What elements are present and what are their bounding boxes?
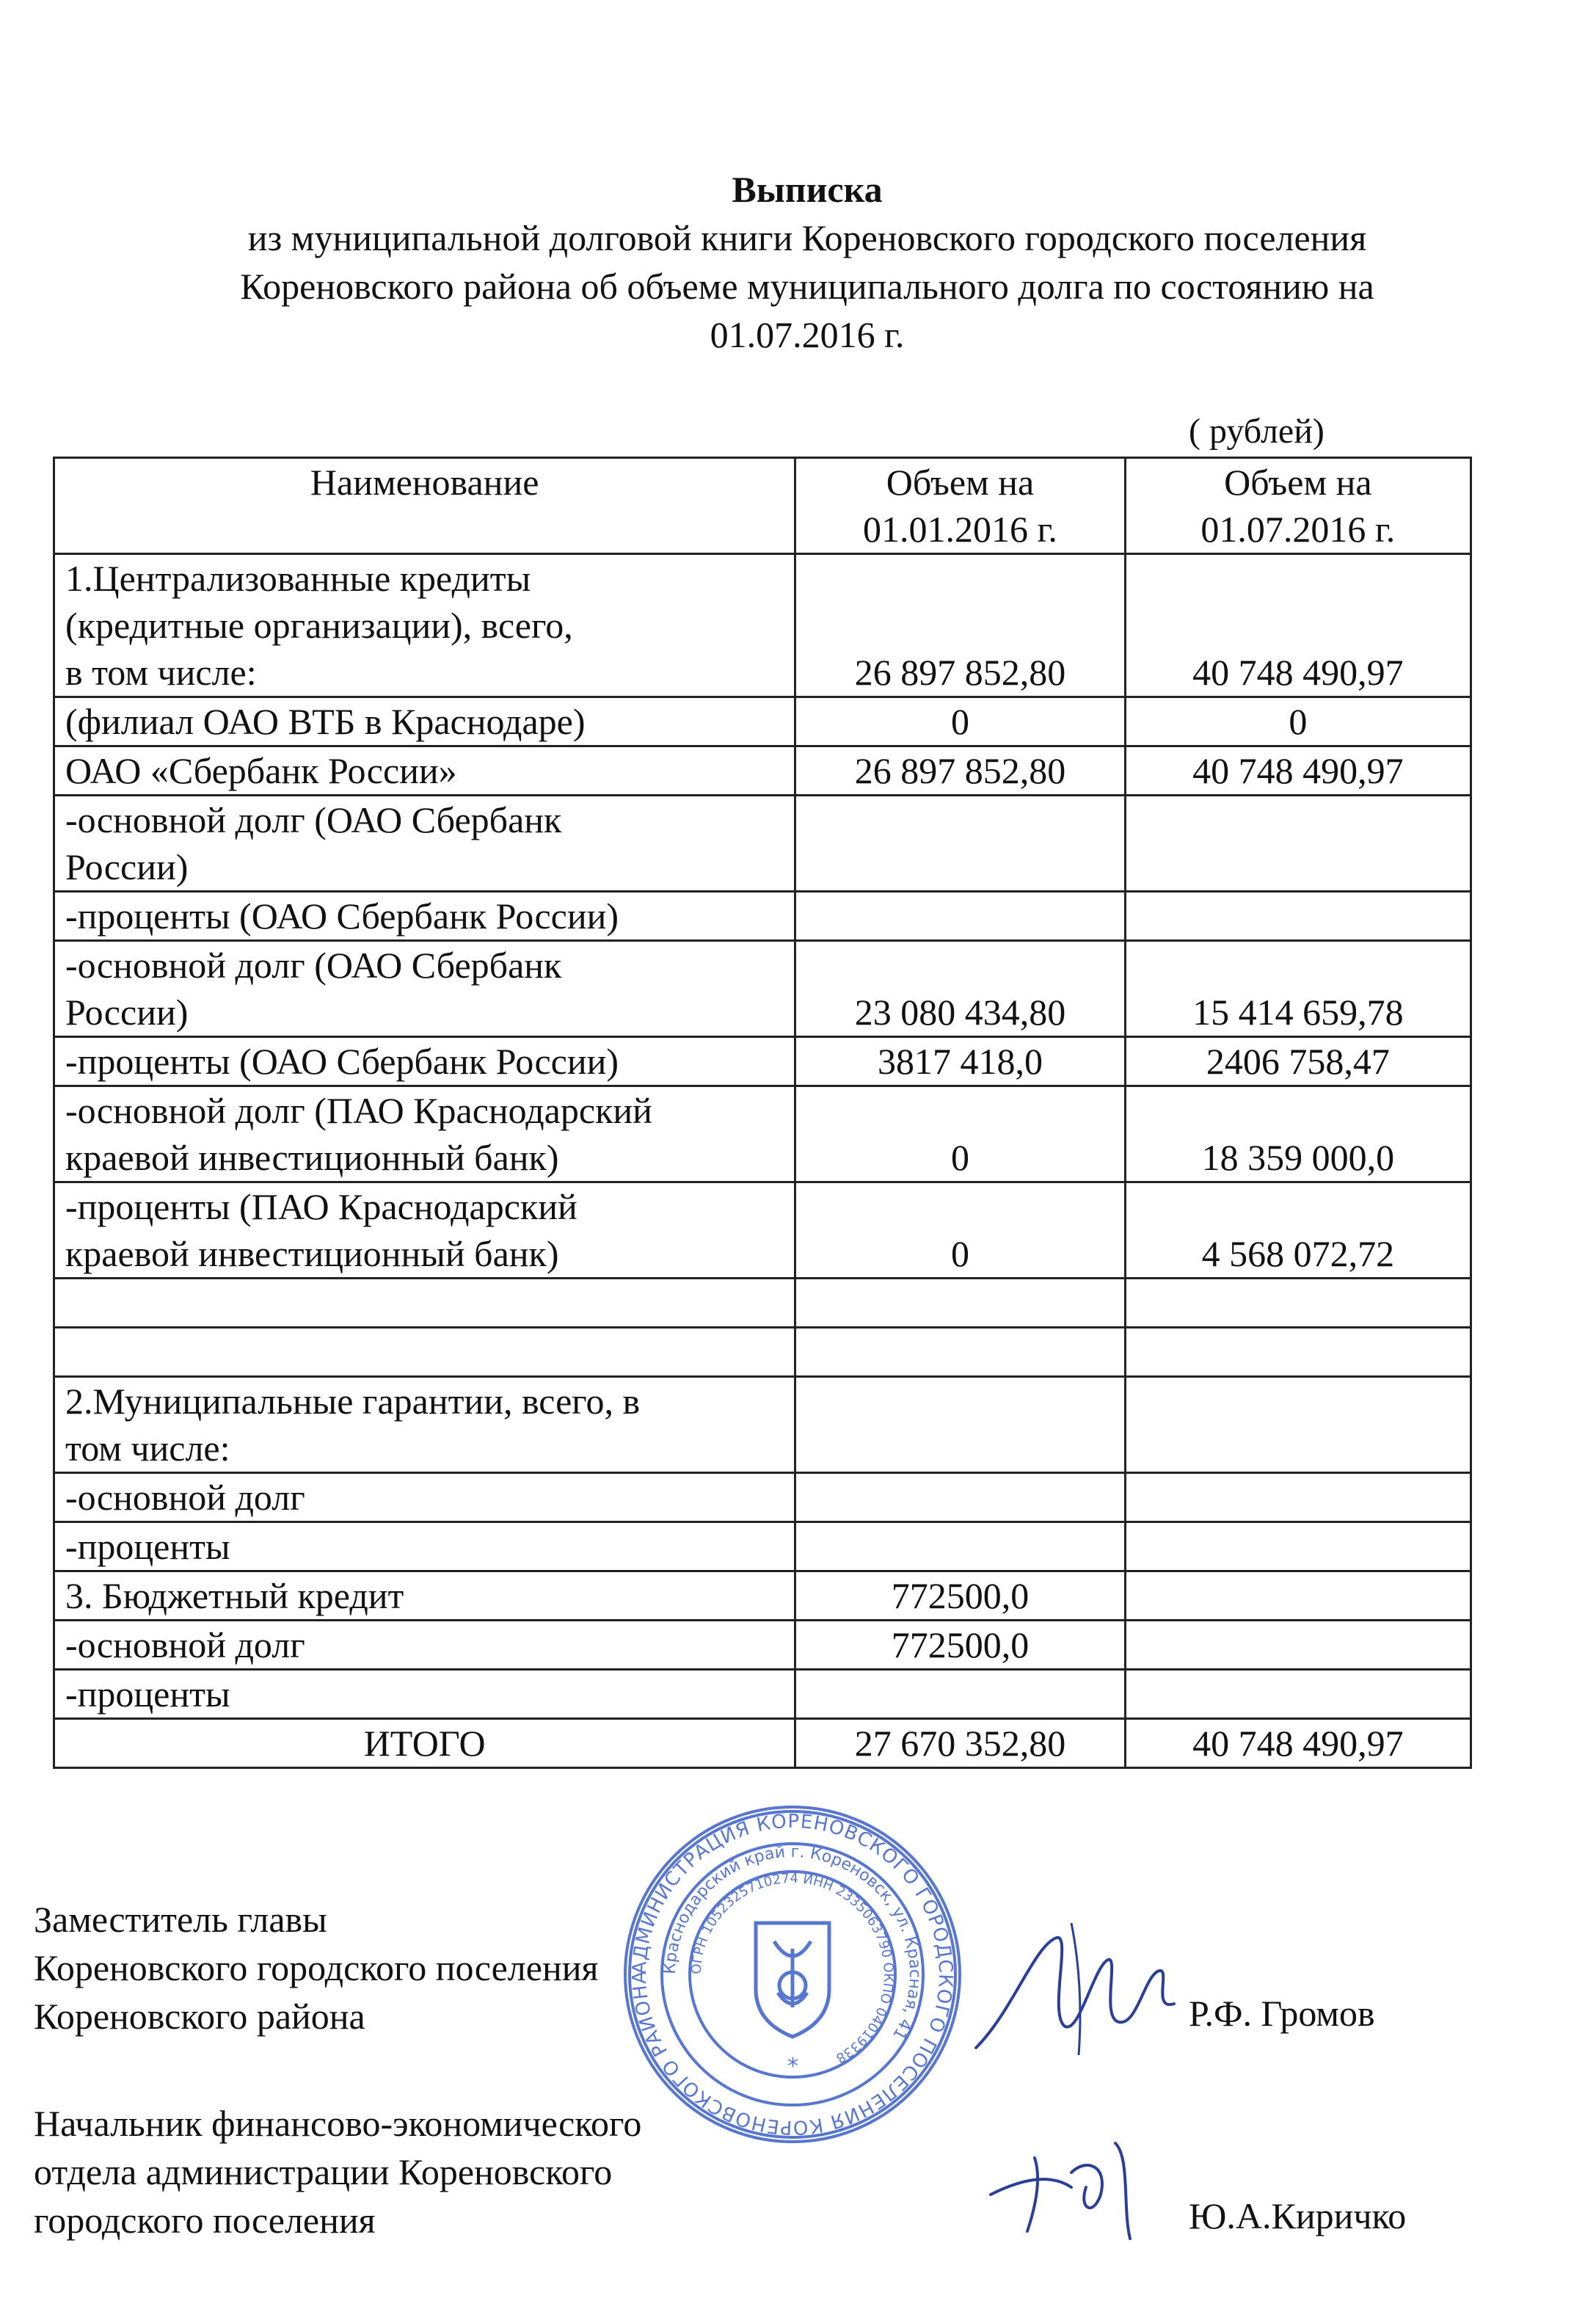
value-cell: 23 080 434,80 — [795, 941, 1125, 1037]
row-label — [54, 796, 795, 892]
title-line-3: Кореновского района об объеме муниципального долга по состоянию на — [240, 266, 1374, 307]
table-header-row — [54, 458, 1471, 554]
empty-cell — [54, 1328, 795, 1377]
debt-table — [53, 457, 1472, 1769]
label-line: (кредитные организации), всего, — [65, 605, 573, 646]
signatory-1-name: Р.Ф. Громов — [1189, 1993, 1375, 2034]
value-cell: 26 897 852,80 — [795, 746, 1125, 796]
table-row — [54, 1377, 1471, 1473]
empty-cell — [795, 1279, 1125, 1328]
signature-2-icon — [983, 2129, 1203, 2246]
signatory-1-line: Заместитель главы — [34, 1899, 327, 1940]
row-label: -проценты (ОАО Сбербанк России) — [54, 1037, 795, 1086]
signatory-1-title — [34, 1895, 598, 2040]
empty-cell — [795, 1328, 1125, 1377]
total-value-2: 40 748 490,97 — [1125, 1719, 1471, 1768]
signatory-2-line: городского поселения — [34, 2200, 376, 2241]
table-row — [54, 1522, 1471, 1571]
value-cell — [1125, 796, 1471, 892]
stamp-outer-text: АДМИНИСТРАЦИЯ КОРЕНОВСКОГО ГОРОДСКОГО ПОСЕЛЕНИЯ КОРЕНОВСКОГО РАЙОНА — [628, 1810, 957, 2139]
title-line-2: из муниципальной долговой книги Кореновского городского поселения — [247, 217, 1367, 258]
table-row — [54, 1182, 1471, 1279]
total-value-1: 27 670 352,80 — [795, 1719, 1125, 1768]
value-cell: 40 748 490,97 — [1125, 554, 1471, 697]
value-cell: 0 — [795, 1182, 1125, 1279]
value-cell: 18 359 000,0 — [1125, 1086, 1471, 1182]
value-cell: 0 — [795, 1086, 1125, 1182]
label-line: -основной долг (ПАО Краснодарский — [65, 1090, 652, 1131]
table-row — [54, 554, 1471, 697]
signatory-2-name: Ю.А.Киричко — [1189, 2195, 1407, 2236]
value-cell: 3817 418,0 — [795, 1037, 1125, 1086]
row-label: 3. Бюджетный кредит — [54, 1571, 795, 1621]
stamp-ids-text: ОГРН 1052325710274 ИНН 2335063790 ОКПО 04019338 — [688, 1870, 897, 2066]
table-row — [54, 1670, 1471, 1719]
value-cell — [795, 1473, 1125, 1522]
total-row — [54, 1719, 1471, 1768]
row-label: ОАО «Сбербанк России» — [54, 746, 795, 796]
value-cell — [795, 1670, 1125, 1719]
value-cell: 2406 758,47 — [1125, 1037, 1471, 1086]
value-cell: 772500,0 — [795, 1621, 1125, 1670]
value-cell: 40 748 490,97 — [1125, 746, 1471, 796]
label-line: -проценты (ПАО Краснодарский — [65, 1186, 577, 1227]
value-cell — [1125, 1377, 1471, 1473]
value-cell — [1125, 1621, 1471, 1670]
value-cell — [795, 1377, 1125, 1473]
row-label: -проценты — [54, 1670, 795, 1719]
row-label — [54, 1182, 795, 1279]
label-line: 1.Централизованные кредиты — [65, 558, 531, 599]
row-label: -основной долг — [54, 1621, 795, 1670]
value-cell: 0 — [1125, 697, 1471, 746]
table-row — [54, 697, 1471, 746]
official-stamp-icon — [620, 1802, 965, 2147]
document-title — [88, 165, 1526, 359]
header-col1-line1: Объем на — [886, 462, 1035, 503]
header-col-2016-07 — [1125, 458, 1471, 554]
value-cell — [795, 892, 1125, 941]
total-label: ИТОГО — [54, 1719, 795, 1768]
signatory-2-line: отдела администрации Кореновского — [34, 2151, 613, 2192]
table-row — [54, 796, 1471, 892]
row-label: (филиал ОАО ВТБ в Краснодаре) — [54, 697, 795, 746]
svg-text:*: * — [787, 2054, 798, 2079]
row-label — [54, 554, 795, 697]
unit-label: ( рублей) — [1189, 412, 1324, 451]
label-line: России) — [65, 992, 189, 1033]
row-label — [54, 1086, 795, 1182]
table-row — [54, 746, 1471, 796]
value-cell: 4 568 072,72 — [1125, 1182, 1471, 1279]
header-col2-line1: Объем на — [1224, 462, 1372, 503]
signatory-2-line: Начальник финансово-экономического — [34, 2103, 642, 2144]
empty-cell — [1125, 1279, 1471, 1328]
signatory-2-title — [34, 2099, 641, 2244]
value-cell — [795, 1522, 1125, 1571]
empty-row — [54, 1279, 1471, 1328]
table-row — [54, 892, 1471, 941]
empty-cell — [1125, 1328, 1471, 1377]
header-col1-line2: 01.01.2016 г. — [863, 509, 1057, 550]
value-cell: 772500,0 — [795, 1571, 1125, 1621]
signatory-1-line: Кореновского городского поселения — [34, 1947, 599, 1988]
value-cell — [1125, 1670, 1471, 1719]
table-row — [54, 1086, 1471, 1182]
row-label: -проценты — [54, 1522, 795, 1571]
title-heading: Выписка — [732, 169, 883, 210]
table-row — [54, 1621, 1471, 1670]
value-cell — [1125, 892, 1471, 941]
header-name: Наименование — [54, 458, 795, 554]
value-cell: 0 — [795, 697, 1125, 746]
value-cell — [1125, 1473, 1471, 1522]
table-row — [54, 1473, 1471, 1522]
table-row — [54, 1037, 1471, 1086]
signatory-1-line: Кореновского района — [34, 1996, 365, 2037]
row-label: -проценты (ОАО Сбербанк России) — [54, 892, 795, 941]
stamp-inner-text: Краснодарский край г. Кореновск, ул. Красная, 41 — [660, 1842, 925, 2043]
label-line: краевой инвестиционный банк) — [65, 1137, 559, 1178]
label-line: в том числе: — [65, 652, 257, 693]
title-line-4: 01.07.2016 г. — [710, 314, 905, 355]
label-line: -основной долг (ОАО Сбербанк — [65, 799, 562, 840]
table-row — [54, 941, 1471, 1037]
label-line: краевой инвестиционный банк) — [65, 1233, 559, 1274]
signature-1-icon — [969, 1901, 1181, 2070]
label-line: России) — [65, 846, 189, 887]
empty-row — [54, 1328, 1471, 1377]
row-label — [54, 941, 795, 1037]
label-line: 2.Муниципальные гарантии, всего, в — [65, 1381, 641, 1422]
header-col-2016-01 — [795, 458, 1125, 554]
value-cell — [795, 796, 1125, 892]
row-label: -основной долг — [54, 1473, 795, 1522]
header-col2-line2: 01.07.2016 г. — [1200, 509, 1396, 550]
table-row — [54, 1571, 1471, 1621]
value-cell — [1125, 1571, 1471, 1621]
value-cell: 15 414 659,78 — [1125, 941, 1471, 1037]
empty-cell — [54, 1279, 795, 1328]
value-cell — [1125, 1522, 1471, 1571]
label-line: том числе: — [65, 1428, 230, 1469]
value-cell: 26 897 852,80 — [795, 554, 1125, 697]
row-label — [54, 1377, 795, 1473]
label-line: -основной долг (ОАО Сбербанк — [65, 945, 562, 986]
